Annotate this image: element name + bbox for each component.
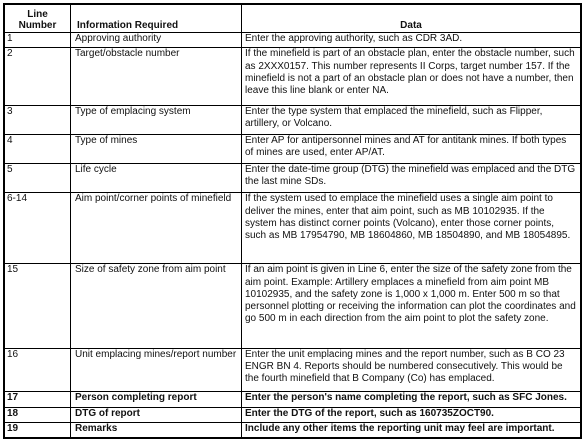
row-data: Enter the person's name completing the report, such as SFC Jones. xyxy=(242,392,581,407)
row-data: Enter the unit emplacing mines and the report number, such as B CO 23 ENGR BN 4. Reports should be numbered consecutively. This would be the fourth minefield that B Company (Co) has emplaced. xyxy=(242,348,581,391)
row-data: If the minefield is part of an obstacle plan, enter the obstacle number, such as 2XXX0157. This number represents II Corps, target number 157. If the minefield is not a part of an obstacle plan or does not have a number, then leave this line blank or enter NA. xyxy=(242,48,581,105)
table-row xyxy=(5,48,581,105)
row-information: Target/obstacle number xyxy=(71,48,242,105)
header-information-required: Information Required xyxy=(71,5,242,33)
row-information: DTG of report xyxy=(71,407,242,422)
row-information: Type of mines xyxy=(71,134,242,163)
table-row xyxy=(5,134,581,163)
row-information: Unit emplacing mines/report number xyxy=(71,348,242,391)
row-line-number: 1 xyxy=(5,33,71,48)
header-row xyxy=(5,5,581,33)
row-line-number: 6-14 xyxy=(5,193,71,264)
row-data: Enter the DTG of the report, such as 160735ZOCT90. xyxy=(242,407,581,422)
report-format-table xyxy=(4,4,581,438)
table-row xyxy=(5,193,581,264)
row-line-number: 4 xyxy=(5,134,71,163)
row-information: Aim point/corner points of minefield xyxy=(71,193,242,264)
table-row xyxy=(5,392,581,407)
row-line-number: 18 xyxy=(5,407,71,422)
row-line-number: 3 xyxy=(5,105,71,134)
row-information: Life cycle xyxy=(71,164,242,193)
table-row xyxy=(5,407,581,422)
table-row xyxy=(5,105,581,134)
row-data: If an aim point is given in Line 6, enter the size of the safety zone from the aim point. Example: Artillery emplaces a minefield from aim point MB 10102935, and the safety zone is 1,000 x 1,000 m. Enter 500 m so that personnel plotting or receiving the information can plot the coordinates and go 500 m in each direction from the aim point to plot the safety zone. xyxy=(242,264,581,349)
row-information: Type of emplacing system xyxy=(71,105,242,134)
row-information: Size of safety zone from aim point xyxy=(71,264,242,349)
row-information: Remarks xyxy=(71,422,242,437)
table-row xyxy=(5,33,581,48)
row-line-number: 19 xyxy=(5,422,71,437)
header-data: Data xyxy=(242,5,581,33)
row-line-number: 2 xyxy=(5,48,71,105)
header-line-number: Line Number xyxy=(5,5,71,33)
row-data: Enter the type system that emplaced the minefield, such as Flipper, artillery, or Volcano. xyxy=(242,105,581,134)
row-line-number: 17 xyxy=(5,392,71,407)
row-line-number: 15 xyxy=(5,264,71,349)
table-row xyxy=(5,164,581,193)
row-data: If the system used to emplace the minefield uses a single aim point to deliver the mines, enter that aim point, such as MB 10102935. If the system has distinct corner points (Volcano), enter those corner points, such as MB 17954790, MB 18604860, MB 18504890, and MB 18054895. xyxy=(242,193,581,264)
row-data: Include any other items the reporting unit may feel are important. xyxy=(242,422,581,437)
row-line-number: 5 xyxy=(5,164,71,193)
row-data: Enter the date-time group (DTG) the minefield was emplaced and the DTG the last mine SDs. xyxy=(242,164,581,193)
minefield-report-table xyxy=(3,3,582,439)
table-row xyxy=(5,264,581,349)
row-line-number: 16 xyxy=(5,348,71,391)
row-information: Person completing report xyxy=(71,392,242,407)
row-information: Approving authority xyxy=(71,33,242,48)
table-row xyxy=(5,348,581,391)
row-data: Enter the approving authority, such as CDR 3AD. xyxy=(242,33,581,48)
table-row xyxy=(5,422,581,437)
row-data: Enter AP for antipersonnel mines and AT for antitank mines. If both types of mines are used, enter AP/AT. xyxy=(242,134,581,163)
